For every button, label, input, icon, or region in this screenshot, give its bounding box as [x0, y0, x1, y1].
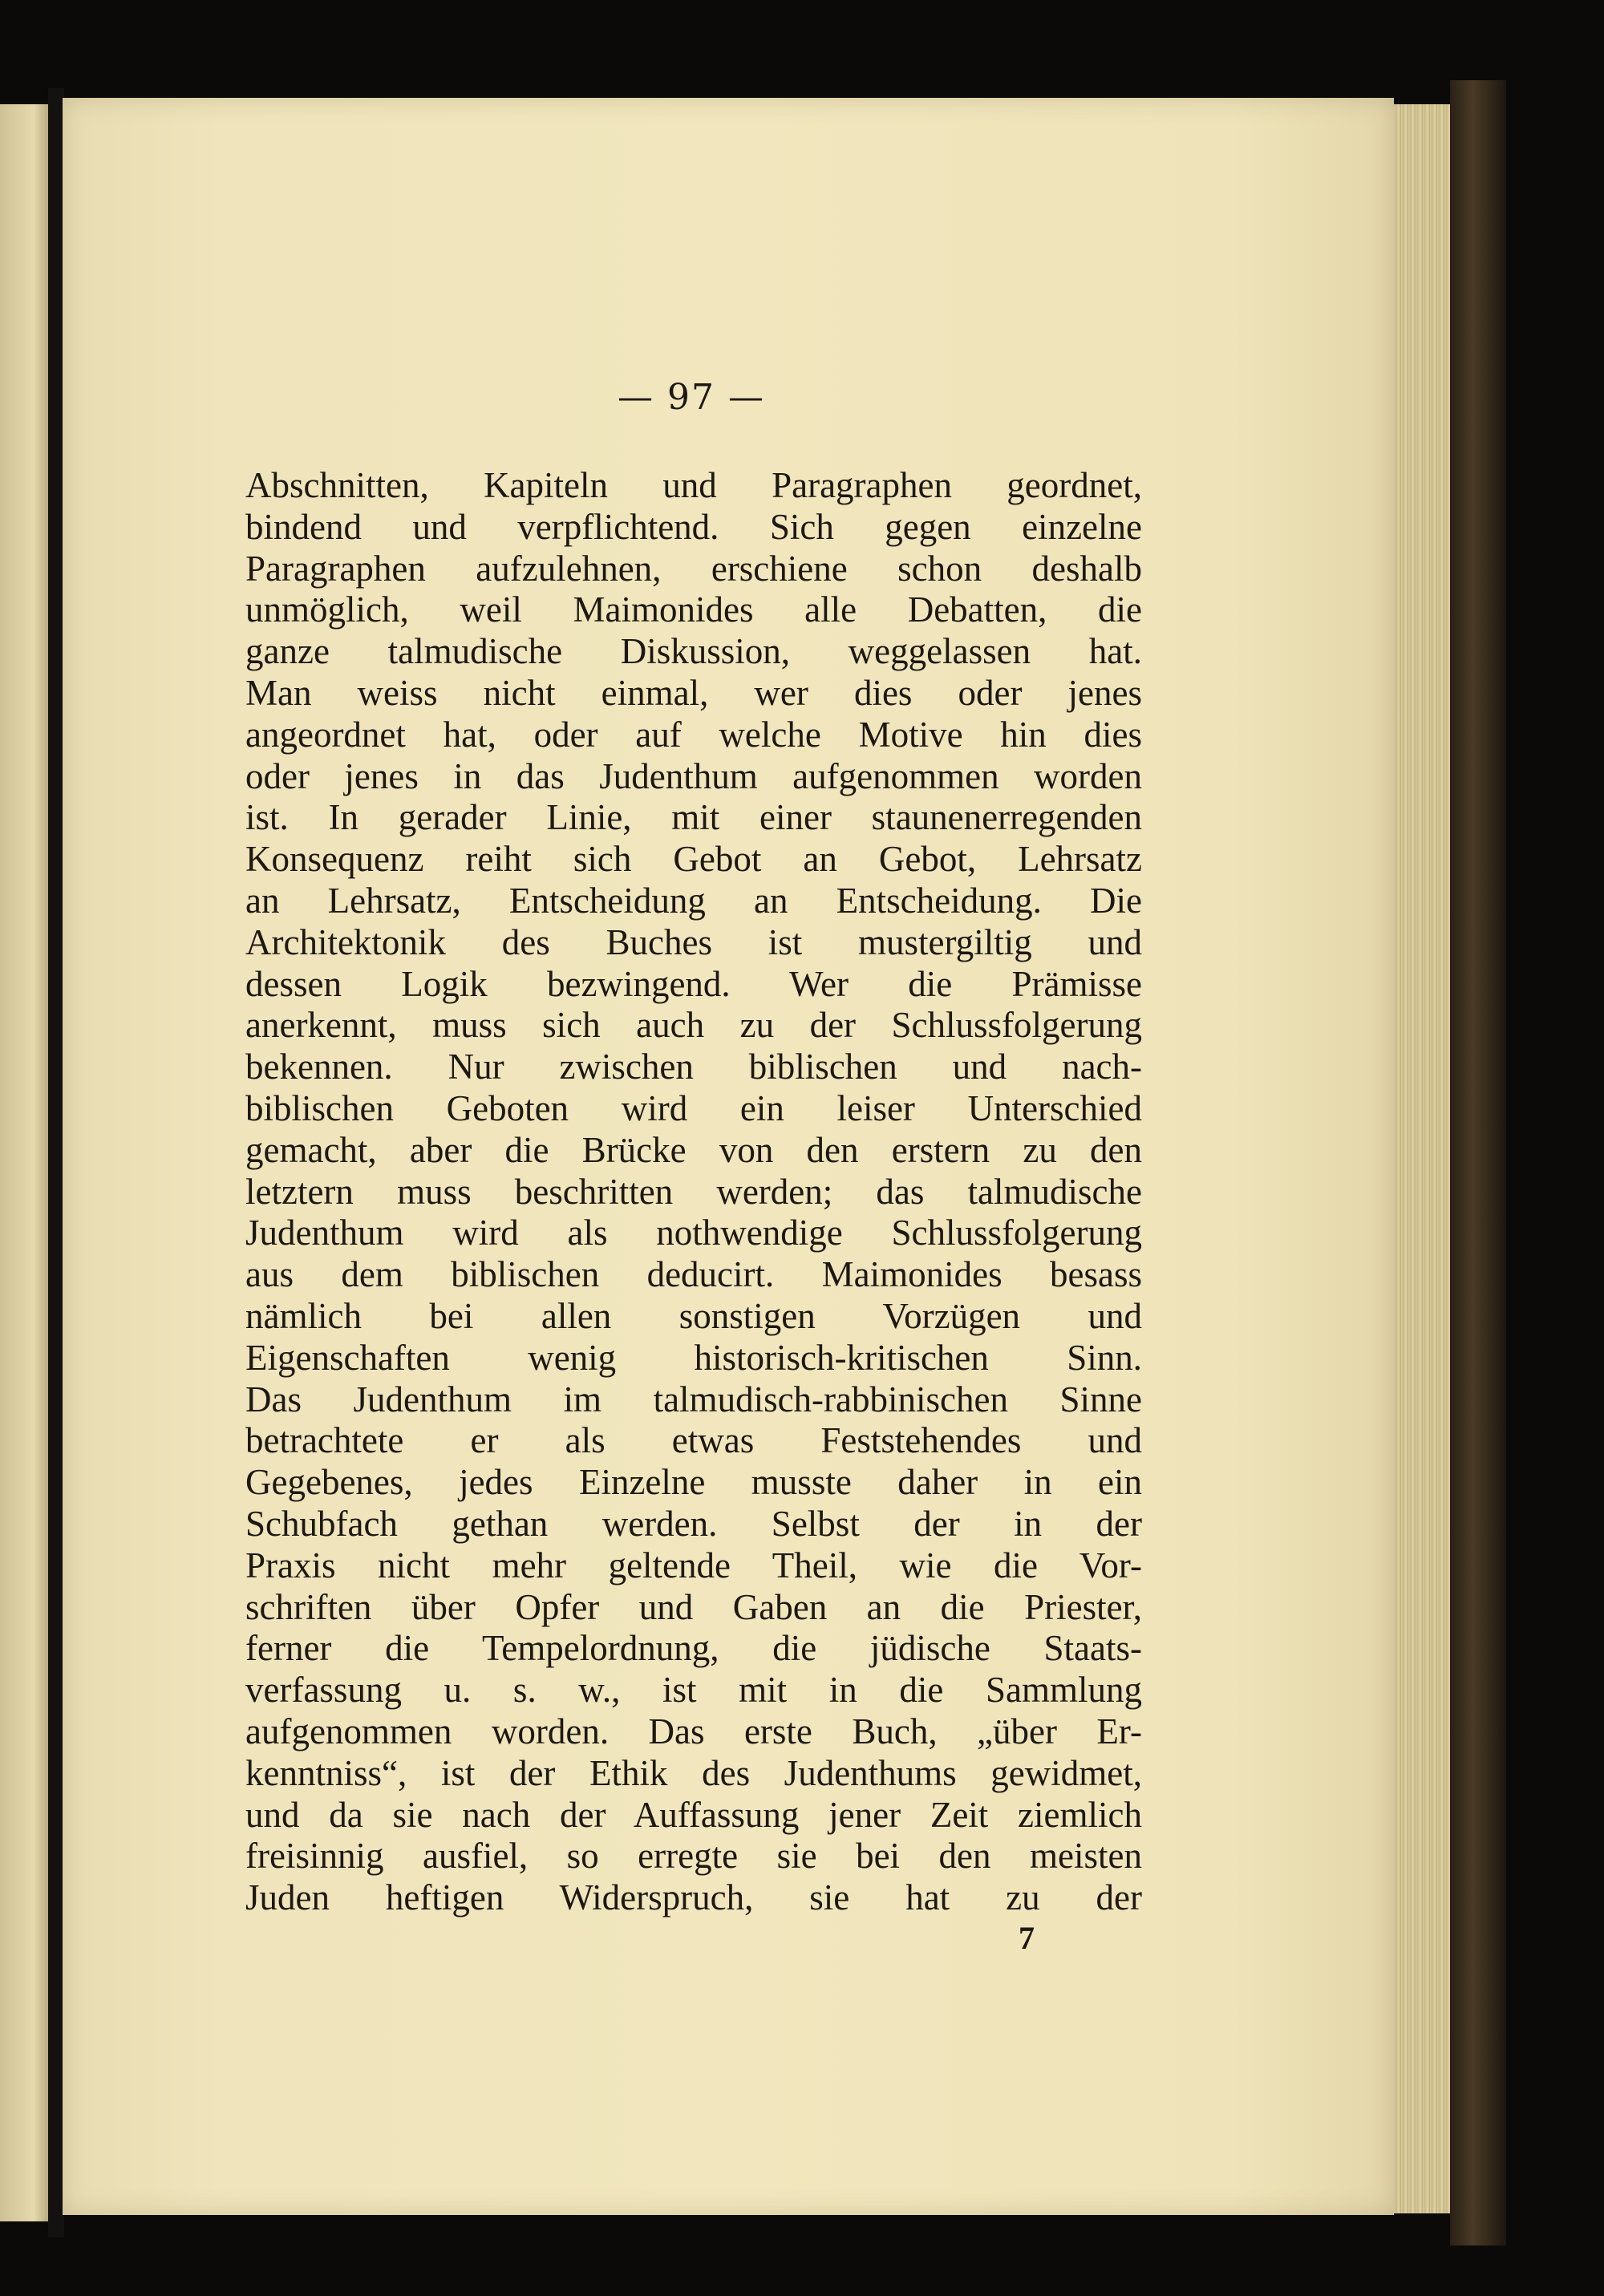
text-line: Das Judenthum im talmudisch-rabbinischen Sinne	[245, 1379, 1142, 1419]
facing-page-edge	[0, 104, 48, 2221]
text-line: Praxis nicht mehr geltende Theil, wie die Vor-	[245, 1545, 1142, 1585]
text-line: kenntniss“, ist der Ethik des Judenthums gewidmet,	[245, 1752, 1142, 1793]
text-line: biblischen Geboten wird ein leiser Unterschied	[245, 1087, 1142, 1128]
text-line: schriften über Opfer und Gaben an die Priester,	[245, 1586, 1142, 1627]
text-line: ist. In gerader Linie, mit einer staunenerregenden	[245, 797, 1142, 838]
text-line: Man weiss nicht einmal, wer dies oder jenes	[245, 672, 1142, 713]
text-line: letztern muss beschritten werden; das talmudische	[245, 1171, 1142, 1212]
text-line: Eigenschaften wenig historisch-kritischen Sinn.	[245, 1337, 1142, 1378]
text-line: Gegebenes, jedes Einzelne musste daher in ein	[245, 1462, 1142, 1503]
text-line: betrachtete er als etwas Feststehendes und	[245, 1420, 1142, 1461]
text-line: Judenthum wird als nothwendige Schlussfolgerung	[245, 1213, 1142, 1253]
text-line: aus dem biblischen deducirt. Maimonides besass	[245, 1254, 1142, 1295]
text-line: und da sie nach der Auffassung jener Zeit ziemlich	[245, 1794, 1142, 1835]
text-line: Paragraphen aufzulehnen, erschiene schon deshalb	[245, 548, 1142, 589]
text-line: Architektonik des Buches ist mustergiltig und	[245, 921, 1142, 962]
text-line: gemacht, aber die Brücke von den erstern zu den	[245, 1129, 1142, 1170]
text-line: oder jenes in das Judenthum aufgenommen worden	[245, 755, 1142, 796]
book-gutter	[48, 88, 64, 2237]
text-line: verfassung u. s. w., ist mit in die Sammlung	[245, 1670, 1142, 1711]
text-line: Schubfach gethan werden. Selbst der in der	[245, 1503, 1142, 1544]
text-line: dessen Logik bezwingend. Wer die Prämisse	[245, 963, 1142, 1004]
text-line: unmöglich, weil Maimonides alle Debatten, die	[245, 589, 1142, 630]
page-block-edges	[1394, 104, 1450, 2213]
text-line: Juden heftigen Widerspruch, sie hat zu der	[245, 1877, 1142, 1918]
text-line: anerkennt, muss sich auch zu der Schlussfolgerung	[245, 1005, 1142, 1046]
text-line: freisinnig ausfiel, so erregte sie bei den meisten	[245, 1836, 1142, 1877]
text-line: angeordnet hat, oder auf welche Motive hin dies	[245, 714, 1142, 755]
text-line: aufgenommen worden. Das erste Buch, „über Er-	[245, 1711, 1142, 1751]
book-cover-edge	[1450, 80, 1506, 2245]
signature-mark: 7	[1019, 1920, 1035, 1956]
text-line: ferner die Tempelordnung, die jüdische Staats-	[245, 1628, 1142, 1669]
body-text	[245, 465, 1142, 1919]
text-line: ganze talmudische Diskussion, weggelassen hat.	[245, 631, 1142, 672]
text-line: nämlich bei allen sonstigen Vorzügen und	[245, 1295, 1142, 1336]
text-line: Abschnitten, Kapiteln und Paragraphen geordnet,	[245, 465, 1142, 505]
text-line: bekennen. Nur zwischen biblischen und nach-	[245, 1047, 1142, 1087]
text-line: an Lehrsatz, Entscheidung an Entscheidung. Die	[245, 880, 1142, 921]
text-line: bindend und verpflichtend. Sich gegen einzelne	[245, 506, 1142, 547]
page-number: — 97 —	[618, 377, 765, 418]
text-line: Konsequenz reiht sich Gebot an Gebot, Lehrsatz	[245, 839, 1142, 880]
